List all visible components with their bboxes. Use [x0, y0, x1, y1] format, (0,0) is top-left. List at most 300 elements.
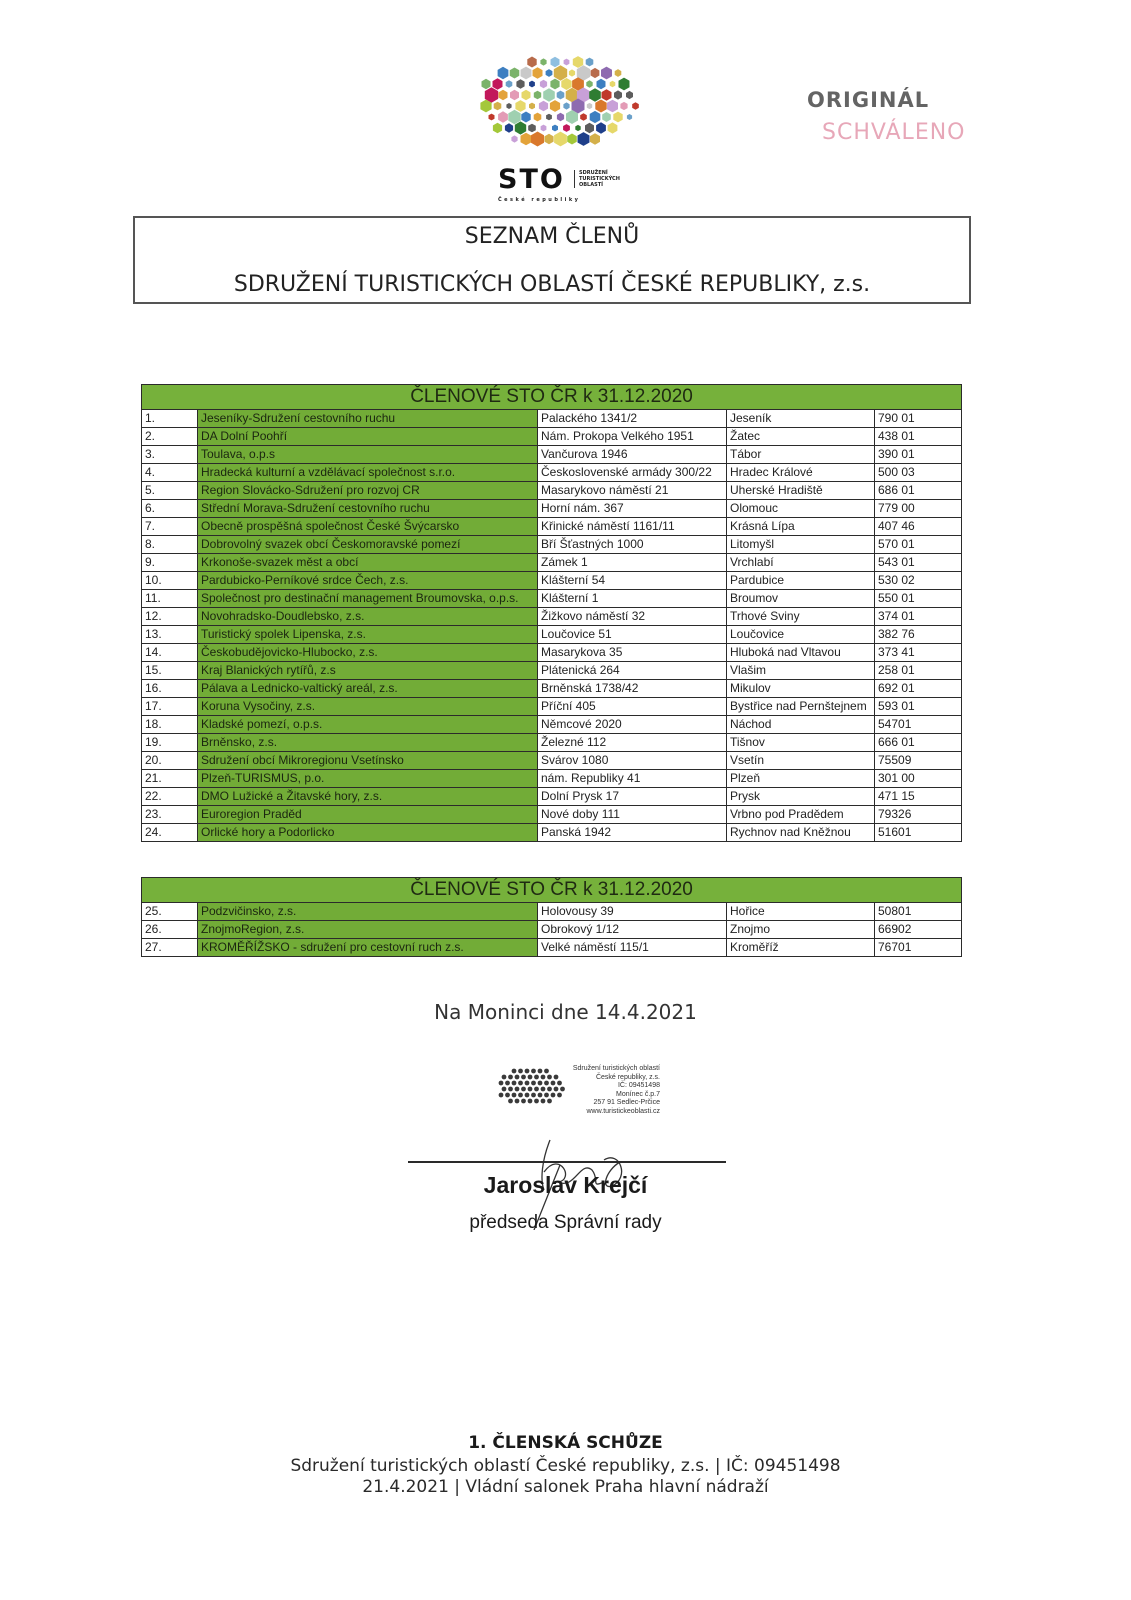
member-city: Znojmo — [727, 921, 875, 939]
row-number: 4. — [142, 464, 198, 482]
logo-sub-text: České republiky — [498, 197, 581, 203]
member-name: Obecně prospěšná společnost České Švýcarsko — [198, 518, 538, 536]
row-number: 11. — [142, 590, 198, 608]
table-row — [142, 921, 962, 939]
stamp-dot — [531, 1081, 536, 1086]
stamp-dot — [528, 1099, 533, 1104]
member-zip: 692 01 — [875, 680, 962, 698]
table-row — [142, 662, 962, 680]
logo-hexagon — [575, 125, 580, 131]
logo-hexagon — [489, 114, 495, 121]
logo-hexagon — [550, 79, 559, 90]
member-name: Toulava, o.p.s — [198, 446, 538, 464]
member-zip: 79326 — [875, 806, 962, 824]
row-number: 26. — [142, 921, 198, 939]
member-zip: 779 00 — [875, 500, 962, 518]
logo-hexagon — [510, 90, 519, 100]
stamp-dot — [512, 1069, 517, 1074]
stamp-dot — [521, 1087, 526, 1092]
stamp-text-line: Sdružení turistických oblastí — [572, 1065, 660, 1072]
member-street: Panská 1942 — [538, 824, 727, 842]
member-city: Krásná Lípa — [727, 518, 875, 536]
member-name: Hradecká kulturní a vzdělávací společnost s.r.o. — [198, 464, 538, 482]
logo-hexagon — [493, 123, 502, 134]
table-row — [142, 626, 962, 644]
member-zip: 76701 — [875, 939, 962, 957]
logo-hexagon — [539, 101, 548, 112]
logo-hexagon — [499, 90, 508, 100]
member-street: Nám. Prokopa Velkého 1951 — [538, 428, 727, 446]
logo-hexagon — [515, 100, 525, 112]
table-row — [142, 680, 962, 698]
logo-hexagon — [531, 132, 544, 147]
table-row — [142, 734, 962, 752]
logo-hexagon — [552, 125, 558, 132]
stamp-dot — [515, 1099, 520, 1104]
member-street: Klášterní 54 — [538, 572, 727, 590]
signer-name: Jaroslav Krejčí — [483, 1172, 648, 1198]
member-name: Orlické hory a Podorlicko — [198, 824, 538, 842]
row-number: 20. — [142, 752, 198, 770]
member-city: Hluboká nad Vltavou — [727, 644, 875, 662]
table-row — [142, 698, 962, 716]
member-street: nám. Republiky 41 — [538, 770, 727, 788]
logo-hexagon — [615, 69, 622, 77]
logo-hexagon — [508, 110, 520, 124]
member-zip: 530 02 — [875, 572, 962, 590]
member-name: DMO Lužické a Žitavské hory, z.s. — [198, 788, 538, 806]
stamp-dot — [534, 1099, 539, 1104]
member-zip: 258 01 — [875, 662, 962, 680]
logo-hexagon — [595, 100, 606, 113]
member-name: Euroregion Praděd — [198, 806, 538, 824]
members-table-2 — [141, 877, 962, 957]
logo-wordmark: STO — [498, 164, 565, 195]
member-name: Novohradsko-Doudlebsko, z.s. — [198, 608, 538, 626]
member-name: ZnojmoRegion, z.s. — [198, 921, 538, 939]
row-number: 2. — [142, 428, 198, 446]
member-city: Litomyšl — [727, 536, 875, 554]
place-date: Na Moninci dne 14.4.2021 — [434, 1000, 697, 1024]
member-name: Pálava a Lednicko-valtický areál, z.s. — [198, 680, 538, 698]
table-row — [142, 572, 962, 590]
row-number: 14. — [142, 644, 198, 662]
stamp-dot — [538, 1081, 543, 1086]
logo-hexagon — [619, 78, 630, 91]
logo-side-text: SDRUŽENÍ TURISTICKÝCH OBLASTÍ — [574, 170, 639, 188]
stamp-dot — [541, 1075, 546, 1080]
member-street: Masarykova 35 — [538, 644, 727, 662]
stamp-dot — [538, 1069, 543, 1074]
footer-line-1: Sdružení turistických oblastí České republiky, z.s. | IČ: 09451498 — [290, 1456, 841, 1476]
member-zip: 790 01 — [875, 410, 962, 428]
stamp-dot — [525, 1093, 530, 1098]
member-name: Střední Morava-Sdružení cestovního ruchu — [198, 500, 538, 518]
member-city: Vrchlabí — [727, 554, 875, 572]
logo-hexagon — [589, 88, 601, 101]
member-zip: 390 01 — [875, 446, 962, 464]
logo-hexagon — [620, 102, 627, 110]
table-row — [142, 752, 962, 770]
member-street: Žižkovo náměstí 32 — [538, 608, 727, 626]
logo-hexagon — [569, 69, 575, 76]
member-zip: 500 03 — [875, 464, 962, 482]
logo-hexagon — [516, 79, 524, 89]
footer-title: 1. ČLENSKÁ SCHŮZE — [468, 1433, 663, 1453]
member-street: Němcové 2020 — [538, 716, 727, 734]
row-number: 8. — [142, 536, 198, 554]
logo-hexagon — [506, 80, 513, 88]
member-city: Náchod — [727, 716, 875, 734]
table-row — [142, 716, 962, 734]
member-street: Horní nám. 367 — [538, 500, 727, 518]
footer-line-2: 21.4.2021 | Vládní salonek Praha hlavní nádraží — [362, 1477, 769, 1497]
table-row — [142, 608, 962, 626]
member-street: Svárov 1080 — [538, 752, 727, 770]
signer-role: předseda Správní rady — [469, 1212, 662, 1233]
logo-hexagon — [563, 124, 570, 132]
table-row — [142, 500, 962, 518]
logo-hexagon — [554, 132, 567, 147]
logo-hexagon — [521, 133, 532, 146]
logo-hexagon — [534, 113, 542, 122]
stamp-text-line: www.turistickeoblasti.cz — [586, 1107, 660, 1115]
stamp-dot — [502, 1075, 507, 1080]
logo-hexagon — [554, 65, 567, 80]
title-box — [133, 216, 971, 304]
stamp-dot — [521, 1099, 526, 1104]
logo-hexagon — [498, 111, 508, 122]
logo-hexagon — [607, 100, 618, 113]
logo-hexagon — [557, 113, 564, 121]
member-name: Region Slovácko-Sdružení pro rozvoj CR — [198, 482, 538, 500]
logo-hexagon — [632, 102, 639, 110]
member-name: Sdružení obcí Mikroregionu Vsetínsko — [198, 752, 538, 770]
table-header: ČLENOVÉ STO ČR k 31.12.2020 — [142, 385, 962, 410]
row-number: 9. — [142, 554, 198, 572]
row-number: 1. — [142, 410, 198, 428]
member-zip: 471 15 — [875, 788, 962, 806]
row-number: 3. — [142, 446, 198, 464]
stamp-dot — [499, 1093, 504, 1098]
member-street: Křinické náměstí 1161/11 — [538, 518, 727, 536]
member-zip: 543 01 — [875, 554, 962, 572]
table-row — [142, 446, 962, 464]
member-name: Dobrovolný svazek obcí Českomoravské pomezí — [198, 536, 538, 554]
logo-hexagon — [613, 112, 622, 123]
logo-hexagon — [557, 91, 565, 100]
table-row — [142, 428, 962, 446]
stamp-dot — [528, 1075, 533, 1080]
member-zip: 407 46 — [875, 518, 962, 536]
member-street: Příční 405 — [538, 698, 727, 716]
logo-hexagon — [521, 112, 530, 123]
member-name: DA Dolní Poohří — [198, 428, 538, 446]
member-zip: 50801 — [875, 903, 962, 921]
row-number: 10. — [142, 572, 198, 590]
logo-hexagon — [626, 91, 633, 99]
member-zip: 373 41 — [875, 644, 962, 662]
member-city: Mikulov — [727, 680, 875, 698]
table-header-row — [142, 385, 962, 410]
logo-hexagon — [482, 79, 491, 89]
member-city: Uherské Hradiště — [727, 482, 875, 500]
stamp-dot — [508, 1099, 513, 1104]
stamp-dot — [528, 1087, 533, 1092]
logo-hexagon — [551, 57, 560, 67]
member-name: Pardubicko-Perníkové srdce Čech, z.s. — [198, 572, 538, 590]
member-street: Plátenická 264 — [538, 662, 727, 680]
row-number: 7. — [142, 518, 198, 536]
signature-line — [408, 1161, 726, 1163]
member-city: Hořice — [727, 903, 875, 921]
member-city: Tišnov — [727, 734, 875, 752]
row-number: 5. — [142, 482, 198, 500]
stamp-dot — [534, 1087, 539, 1092]
member-zip: 51601 — [875, 824, 962, 842]
logo-hexagon — [550, 100, 560, 112]
member-name: Společnost pro destinační management Broumovska, o.p.s. — [198, 590, 538, 608]
member-street: Masarykovo náměstí 21 — [538, 482, 727, 500]
member-city: Kroměříž — [727, 939, 875, 957]
table-row — [142, 824, 962, 842]
member-city: Vsetín — [727, 752, 875, 770]
hexagon-cluster-icon — [478, 52, 648, 162]
logo-hexagon — [563, 102, 569, 109]
logo-hexagon — [521, 67, 532, 80]
row-number: 19. — [142, 734, 198, 752]
stamp-dot — [515, 1075, 520, 1080]
approved-stamp: SCHVÁLENO — [822, 120, 966, 145]
members-table-1 — [141, 384, 962, 842]
table-row — [142, 410, 962, 428]
logo-hexagon — [627, 114, 632, 120]
logo-hexagon — [515, 121, 526, 134]
row-number: 15. — [142, 662, 198, 680]
row-number: 27. — [142, 939, 198, 957]
logo-hexagon — [510, 68, 520, 79]
stamp-dot — [521, 1075, 526, 1080]
stamp-dot — [544, 1081, 549, 1086]
member-zip: 666 01 — [875, 734, 962, 752]
stamp-dot — [534, 1075, 539, 1080]
logo-hexagon — [586, 58, 594, 67]
table-row — [142, 903, 962, 921]
member-city: Vrbno pod Pradědem — [727, 806, 875, 824]
logo-hexagon — [511, 135, 517, 142]
stamp-dot — [505, 1093, 510, 1098]
logo-hexagon — [614, 90, 622, 99]
logo-hexagon — [587, 103, 592, 109]
row-number: 6. — [142, 500, 198, 518]
stamp-dot — [518, 1093, 523, 1098]
stamp-dot — [544, 1093, 549, 1098]
sto-logo — [478, 52, 648, 207]
member-street: Palackého 1341/2 — [538, 410, 727, 428]
member-name: Jeseníky-Sdružení cestovního ruchu — [198, 410, 538, 428]
member-city: Vlašim — [727, 662, 875, 680]
row-number: 25. — [142, 903, 198, 921]
member-zip: 550 01 — [875, 590, 962, 608]
table-row — [142, 536, 962, 554]
member-city: Plzeň — [727, 770, 875, 788]
member-city: Žatec — [727, 428, 875, 446]
member-street: Klášterní 1 — [538, 590, 727, 608]
stamp-text-line: Monínec č.p.7 — [616, 1090, 660, 1098]
stamp-text-line: 257 91 Sedlec-Prčice — [593, 1099, 660, 1106]
logo-hexagon — [601, 67, 612, 80]
table-row — [142, 939, 962, 957]
stamp-text — [550, 1065, 660, 1116]
stamp-dot — [525, 1069, 530, 1074]
stamp-dot — [508, 1075, 513, 1080]
logo-hexagon — [540, 58, 546, 65]
logo-hexagon — [505, 123, 513, 132]
member-street: Československé armády 300/22 — [538, 464, 727, 482]
logo-hexagon — [564, 59, 570, 66]
member-name: Kraj Blanických rytířů, z.s — [198, 662, 538, 680]
stamp-text-line: České republiky, z.s. — [595, 1073, 660, 1081]
stamp-dot — [518, 1069, 523, 1074]
member-zip: 301 00 — [875, 770, 962, 788]
member-name: Brněnsko, z.s. — [198, 734, 538, 752]
member-name: Krkonoše-svazek měst a obcí — [198, 554, 538, 572]
table-row — [142, 482, 962, 500]
logo-hexagon — [578, 132, 590, 146]
stamp-dot — [541, 1099, 546, 1104]
member-zip: 54701 — [875, 716, 962, 734]
member-name: Podzvičinsko, z.s. — [198, 903, 538, 921]
member-city: Hradec Králové — [727, 464, 875, 482]
logo-hexagon — [610, 81, 616, 87]
member-zip: 75509 — [875, 752, 962, 770]
member-street: Velké náměstí 115/1 — [538, 939, 727, 957]
logo-hexagon — [527, 57, 536, 68]
logo-hexagon — [540, 80, 547, 88]
logo-hexagon — [529, 103, 535, 110]
member-street: Holovousy 39 — [538, 903, 727, 921]
member-zip: 382 76 — [875, 626, 962, 644]
member-street: Obrokový 1/12 — [538, 921, 727, 939]
row-number: 18. — [142, 716, 198, 734]
stamp-dot — [502, 1087, 507, 1092]
page-title: SEZNAM ČLENŮ — [464, 224, 640, 249]
row-number: 17. — [142, 698, 198, 716]
row-number: 16. — [142, 680, 198, 698]
member-city: Jeseník — [727, 410, 875, 428]
logo-hexagon — [597, 79, 606, 90]
logo-hexagon — [602, 112, 611, 122]
table-row — [142, 590, 962, 608]
logo-hexagon — [543, 88, 555, 101]
member-street: Zámek 1 — [538, 554, 727, 572]
stamp-dot — [512, 1081, 517, 1086]
member-name: Koruna Vysočiny, z.s. — [198, 698, 538, 716]
stamp-dot — [541, 1087, 546, 1092]
stamp-dot — [544, 1069, 549, 1074]
logo-hexagon — [546, 114, 552, 121]
logo-hexagon — [585, 123, 594, 133]
table-row — [142, 806, 962, 824]
table-header: ČLENOVÉ STO ČR k 31.12.2020 — [142, 878, 962, 903]
member-street: Brněnská 1738/42 — [538, 680, 727, 698]
table-row — [142, 770, 962, 788]
member-zip: 570 01 — [875, 536, 962, 554]
member-city: Olomouc — [727, 500, 875, 518]
member-name: KROMĚŘÍŽSKO - sdružení pro cestovní ruch z.s. — [198, 939, 538, 957]
member-city: Pardubice — [727, 572, 875, 590]
member-street: Dolní Prysk 17 — [538, 788, 727, 806]
logo-hexagon — [590, 111, 601, 123]
member-street: Loučovice 51 — [538, 626, 727, 644]
member-city: Tábor — [727, 446, 875, 464]
stamp-dot — [531, 1069, 536, 1074]
row-number: 12. — [142, 608, 198, 626]
row-number: 22. — [142, 788, 198, 806]
member-city: Loučovice — [727, 626, 875, 644]
logo-hexagon — [529, 81, 535, 88]
logo-hexagon — [541, 125, 547, 132]
stamp-dot — [508, 1087, 513, 1092]
member-street: Železné 112 — [538, 734, 727, 752]
stamp-dot — [515, 1087, 520, 1092]
logo-hexagon — [573, 56, 583, 68]
member-name: Turistický spolek Lipenska, z.s. — [198, 626, 538, 644]
logo-hexagon — [561, 78, 571, 90]
row-number: 24. — [142, 824, 198, 842]
logo-hexagon — [591, 68, 600, 78]
logo-hexagon — [534, 91, 541, 100]
logo-hexagon — [506, 103, 511, 109]
member-city: Broumov — [727, 590, 875, 608]
member-street: Vančurova 1946 — [538, 446, 727, 464]
member-city: Bystřice nad Pernštejnem — [727, 698, 875, 716]
stamp-dot — [499, 1081, 504, 1086]
logo-hexagon — [533, 67, 543, 79]
table-row — [142, 554, 962, 572]
logo-hexagon — [522, 90, 531, 101]
stamp-text-line: IČ: 09451498 — [617, 1082, 660, 1089]
member-street: Bří Šťastných 1000 — [538, 536, 727, 554]
member-city: Rychnov nad Kněžnou — [727, 824, 875, 842]
row-number: 13. — [142, 626, 198, 644]
stamp-dot — [538, 1093, 543, 1098]
member-zip: 438 01 — [875, 428, 962, 446]
logo-hexagon — [546, 69, 553, 77]
row-number: 23. — [142, 806, 198, 824]
original-stamp: ORIGINÁL — [807, 88, 930, 112]
table-row — [142, 518, 962, 536]
member-name: Plzeň-TURISMUS, p.o. — [198, 770, 538, 788]
member-zip: 593 01 — [875, 698, 962, 716]
logo-hexagon — [493, 78, 503, 89]
stamp-dot — [531, 1093, 536, 1098]
logo-hexagon — [567, 134, 577, 145]
stamp-dot — [505, 1081, 510, 1086]
stamp-dot — [518, 1081, 523, 1086]
logo-hexagon — [528, 124, 536, 133]
row-number: 21. — [142, 770, 198, 788]
logo-hexagon — [608, 122, 618, 133]
logo-hexagon — [596, 122, 606, 133]
table-header-row — [142, 878, 962, 903]
member-zip: 374 01 — [875, 608, 962, 626]
table-row — [142, 464, 962, 482]
logo-hexagon — [590, 133, 600, 144]
logo-hexagon — [586, 80, 592, 87]
logo-hexagon — [498, 67, 509, 80]
member-name: Českobudějovicko-Hlubocko, z.s. — [198, 644, 538, 662]
